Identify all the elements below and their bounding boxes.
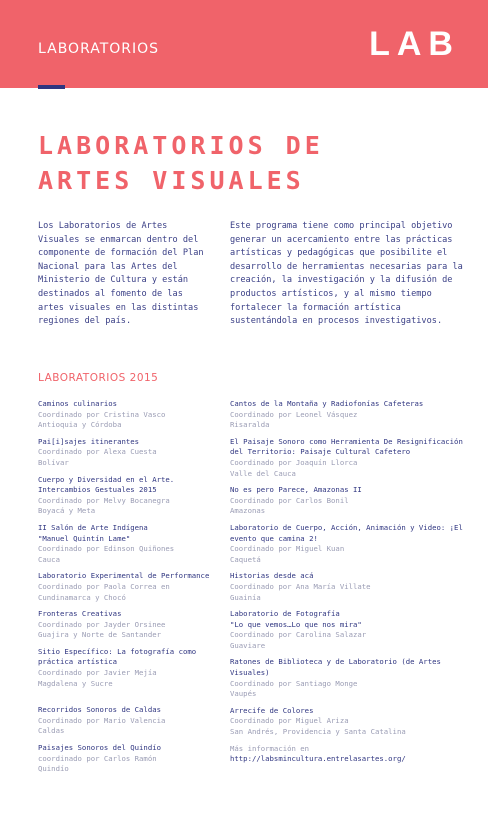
intro-right-paragraph: Este programa tiene como principal objetivo generar un acercamiento entre las prácticas artísticas y pedagógicas que posibilite el desarrollo de herramientas necesarias para la creación, la investigación y la difusión de productos artísticos, y al mismo tiempo fortalecer la formación artística sustentándola en procesos investigativos. [230, 221, 463, 327]
lab-name: II Salón de Arte Indígena "Manuel Quintín Lame" [38, 522, 148, 543]
lab-coordinator: Coordinado por Mario Valencia Caldas [38, 715, 166, 736]
lab-coordinator: Coordinado por Cristina Vasco Antioquia y Córdoba [38, 409, 166, 430]
more-info-label: Más información en [230, 743, 310, 753]
title-line-2: ARTES VISUALES [38, 166, 305, 195]
lab-entry [230, 609, 475, 651]
lab-coordinator: Coordinado por Alexa Cuesta Bolívar [38, 447, 157, 467]
lab-name: Ratones de Biblioteca y de Laboratorio (de Artes Visuales) [230, 657, 441, 678]
lab-coordinator: Coordinado por Leonel Vásquez Risaralda [230, 409, 358, 430]
lab-coordinator: Coordinado por Santiago Monge Vaupés [230, 678, 358, 699]
lab-name: Recorridos Sonoros de Caldas [38, 705, 162, 715]
lab-coordinator: Coordinado por Ana María Villate Guainía [230, 581, 371, 602]
more-info-link[interactable]: http://labsmincultura.entrelasartes.org/ [230, 754, 406, 764]
lab-entry [230, 437, 475, 479]
lab-name: Fronteras Creativas [38, 609, 122, 619]
labs-left-column [38, 399, 213, 781]
more-info [230, 744, 475, 765]
lab-entry [230, 657, 475, 699]
labs-right-column [230, 399, 475, 765]
lab-entry [230, 485, 475, 517]
lab-entry [230, 571, 475, 603]
lab-entry [38, 743, 213, 775]
lab-coordinator: Coordinado por Miguel Ariza San Andrés, Providencia y Santa Catalina [230, 716, 406, 737]
accent-bar [38, 85, 65, 89]
labs-2015-heading: LABORATORIOS 2015 [38, 372, 159, 384]
lab-entry [38, 647, 213, 689]
page-title [38, 128, 338, 198]
lab-name: Historias desde acá [230, 571, 314, 581]
lab-name: El Paisaje Sonoro como Herramienta De Resignificación del Territorio: Paisaje Cultural Cafetero [230, 436, 463, 457]
lab-logo[interactable]: LAB [369, 25, 460, 63]
lab-name: Laboratorio Experimental de Performance [38, 571, 210, 581]
section-label[interactable]: LABORATORIOS [38, 41, 160, 57]
lab-name: Sitio Específico: La fotografía como práctica artística [38, 646, 197, 667]
lab-entry [38, 399, 213, 431]
lab-name: Cantos de la Montaña y Radiofonías Cafeteras [230, 399, 424, 408]
lab-entry [38, 705, 213, 737]
lab-name: Caminos culinarios [38, 399, 118, 408]
lab-name: No es pero Parece, Amazonas II [230, 485, 362, 495]
lab-coordinator: Coordinado por Joaquín Llorca Valle del Cauca [230, 457, 358, 478]
lab-name: Paisajes Sonoros del Quindío [38, 743, 162, 753]
lab-coordinator: Coordinado por Melvy Bocanegra Boyacá y Meta [38, 495, 170, 516]
lab-name: Pai[i]sajes itinerantes [38, 436, 140, 446]
lab-name: Laboratorio de Cuerpo, Acción, Animación y Video: ¡El evento que camina 2! [230, 522, 463, 543]
lab-name: Arrecife de Colores [230, 705, 314, 715]
lab-coordinator: coordinado por Carlos Ramón Quindío [38, 753, 157, 774]
lab-entry [230, 399, 475, 431]
lab-entry [230, 523, 475, 565]
lab-entry [38, 437, 213, 469]
title-line-1: LABORATORIOS DE [38, 131, 324, 160]
lab-entry [230, 706, 475, 738]
labs-right-list [230, 399, 475, 738]
lab-coordinator: Coordinado por Carlos Bonil Amazonas [230, 495, 349, 516]
lab-coordinator: Coordinado por Paola Correa en Cundinamarca y Chocó [38, 581, 170, 602]
lab-entry [38, 475, 213, 517]
lab-coordinator: Coordinado por Javier Mejía Magdalena y Sucre [38, 668, 157, 688]
lab-coordinator: Coordinado por Edinson Quiñones Cauca [38, 544, 175, 564]
lab-coordinator: Coordinado por Carolina Salazar Guaviare [230, 630, 367, 650]
spacer [38, 695, 213, 705]
lab-coordinator: Coordinado por Jayder Orsinee Guajira y Norte de Santander [38, 619, 166, 640]
lab-name: Laboratorio de Fotografía "Lo que vemos…Lo que nos mira" [230, 609, 362, 629]
intro-left-paragraph: Los Laboratorios de Artes Visuales se enmarcan dentro del componente de formación del Plan Nacional para las Artes del Ministerio de Cultura y están destinados al fomento de las artes visuales en las distintas regiones del país. [38, 221, 204, 327]
lab-entry [38, 523, 213, 565]
lab-name: Cuerpo y Diversidad en el Arte. Intercambios Gestuales 2015 [38, 474, 175, 495]
lab-coordinator: Coordinado por Miguel Kuan Caquetá [230, 544, 345, 564]
lab-entry [38, 571, 213, 603]
lab-entry [38, 609, 213, 641]
header-banner [0, 0, 488, 88]
